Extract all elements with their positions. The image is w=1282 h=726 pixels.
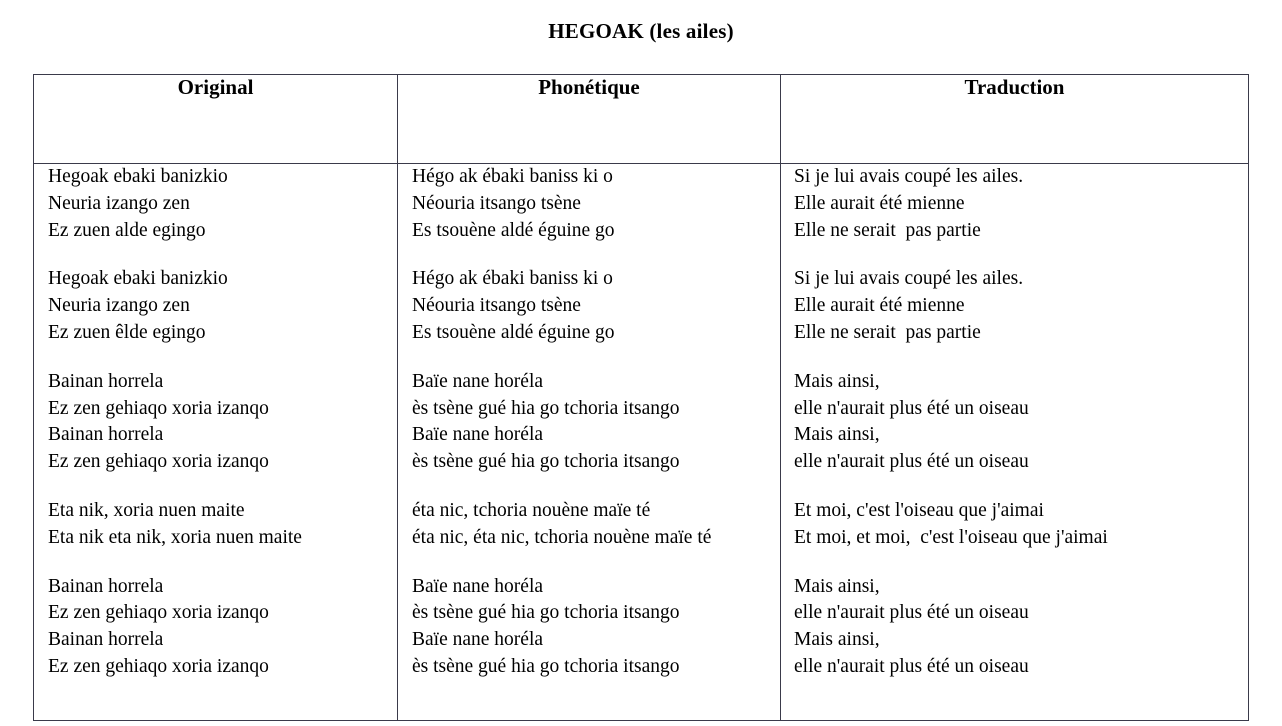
table-header-row <box>34 75 1249 164</box>
lyric-line: Et moi, c'est l'oiseau que j'aimai <box>794 499 1044 521</box>
lyric-stanza <box>398 266 780 346</box>
lyric-stanza <box>34 266 397 346</box>
lyric-line: elle n'aurait plus été un oiseau <box>794 397 1029 419</box>
lyric-line: Ez zen gehiaqo xoria izanqo <box>48 451 269 473</box>
lyric-stanza <box>34 574 397 681</box>
table-row <box>34 164 1249 721</box>
lyric-stanza <box>781 498 1248 552</box>
lyric-line: Ez zen gehiaqo xoria izanqo <box>48 397 269 419</box>
lyric-line: Elle ne serait pas partie <box>794 321 981 343</box>
lyric-stanza <box>34 164 397 244</box>
lyric-line: Neuria izango zen <box>48 192 190 214</box>
lyric-line: Ez zen gehiaqo xoria izanqo <box>48 655 269 677</box>
lyric-line: éta nic, éta nic, tchoria nouène maïe té <box>412 526 712 548</box>
lyric-line: Mais ainsi, <box>794 370 880 392</box>
lyric-line: Es tsouène aldé éguine go <box>412 321 615 343</box>
lyric-line: Eta nik eta nik, xoria nuen maite <box>48 526 302 548</box>
lyric-line: Elle aurait été mienne <box>794 192 965 214</box>
lyric-line: Mais ainsi, <box>794 575 880 597</box>
lyric-stanza <box>398 164 780 244</box>
lyric-line: ès tsène gué hia go tchoria itsango <box>412 451 680 473</box>
lyric-line: Baïe nane horéla <box>412 370 544 392</box>
lyric-line: Et moi, et moi, c'est l'oiseau que j'aimai <box>794 526 1108 548</box>
lyric-line: Mais ainsi, <box>794 629 880 651</box>
lyric-line: Elle ne serait pas partie <box>794 219 981 241</box>
lyric-stanza <box>398 574 780 681</box>
lyric-line: elle n'aurait plus été un oiseau <box>794 602 1029 624</box>
lyric-line: ès tsène gué hia go tchoria itsango <box>412 602 680 624</box>
lyric-line: Es tsouène aldé éguine go <box>412 219 615 241</box>
lyric-stanza <box>781 164 1248 244</box>
lyric-line: ès tsène gué hia go tchoria itsango <box>412 397 680 419</box>
lyric-stanza <box>781 369 1248 476</box>
lyric-line: Bainan horrela <box>48 575 164 597</box>
lyric-line: Eta nik, xoria nuen maite <box>48 499 245 521</box>
lyric-line: Baïe nane horéla <box>412 424 544 446</box>
lyric-line: éta nic, tchoria nouène maïe té <box>412 499 651 521</box>
lyric-line: ès tsène gué hia go tchoria itsango <box>412 655 680 677</box>
lyric-line: Bainan horrela <box>48 629 164 651</box>
lyric-line: Elle aurait été mienne <box>794 295 965 317</box>
lyric-line: Bainan horrela <box>48 424 164 446</box>
lyric-line: Néouria itsango tsène <box>412 295 581 317</box>
lyric-line: Hegoak ebaki banizkio <box>48 166 228 187</box>
lyric-line: Baïe nane horéla <box>412 629 544 651</box>
lyric-line: Néouria itsango tsène <box>412 192 581 214</box>
lyric-line: Mais ainsi, <box>794 424 880 446</box>
column-header-phonetique: Phonétique <box>398 75 781 164</box>
lyric-line: Bainan horrela <box>48 370 164 392</box>
cell-original <box>34 164 398 721</box>
lyric-stanza <box>34 369 397 476</box>
lyric-line: Ez zuen alde egingo <box>48 219 206 241</box>
lyric-stanza <box>34 498 397 552</box>
lyric-line: Ez zuen êlde egingo <box>48 321 206 343</box>
lyric-line: Neuria izango zen <box>48 295 190 317</box>
cell-traduction <box>781 164 1249 721</box>
lyric-line: Hegoak ebaki banizkio <box>48 268 228 290</box>
page-title: HEGOAK (les ailes) <box>548 19 734 43</box>
lyric-line: Ez zen gehiaqo xoria izanqo <box>48 602 269 624</box>
lyric-line: Hégo ak ébaki baniss ki o <box>412 166 613 187</box>
lyric-line: elle n'aurait plus été un oiseau <box>794 451 1029 473</box>
cell-phonetique <box>398 164 781 721</box>
column-header-traduction: Traduction <box>781 75 1249 164</box>
lyric-line: Hégo ak ébaki baniss ki o <box>412 268 613 290</box>
lyric-stanza <box>781 574 1248 681</box>
lyric-line: elle n'aurait plus été un oiseau <box>794 655 1029 677</box>
lyric-line: Baïe nane horéla <box>412 575 544 597</box>
lyric-line: Si je lui avais coupé les ailes. <box>794 166 1024 187</box>
lyrics-table <box>33 74 1249 721</box>
lyric-stanza <box>398 369 780 476</box>
column-header-original: Original <box>34 75 398 164</box>
lyric-line: Si je lui avais coupé les ailes. <box>794 268 1024 290</box>
lyric-stanza <box>781 266 1248 346</box>
lyric-stanza <box>398 498 780 552</box>
